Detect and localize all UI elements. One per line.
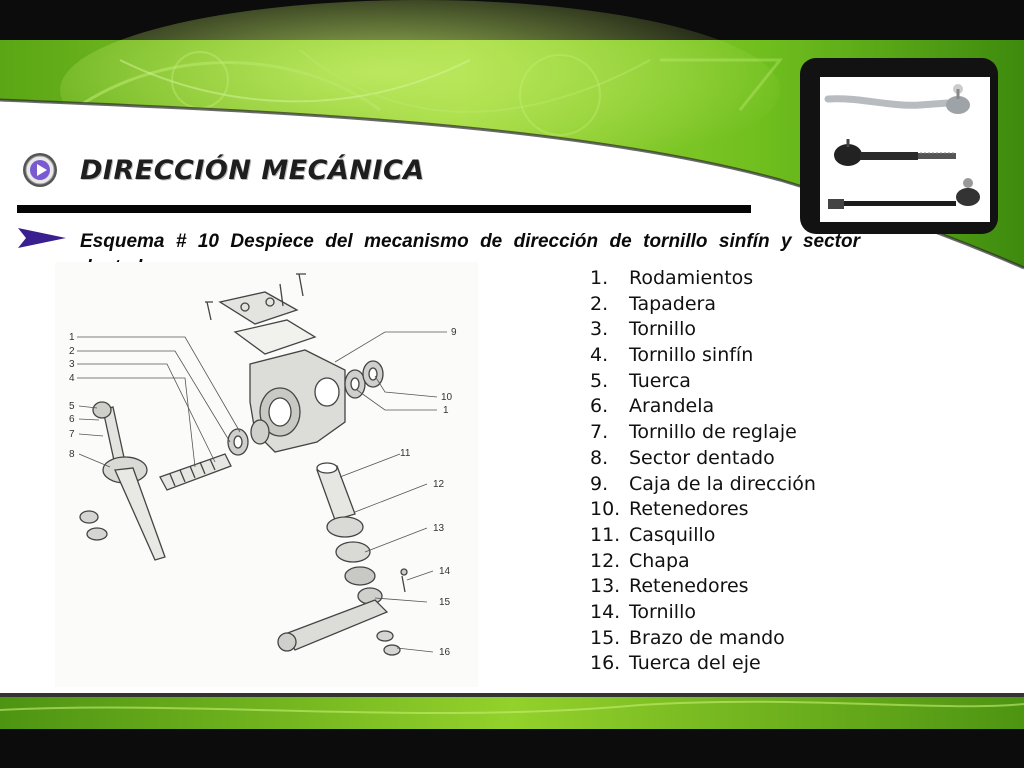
title-row: [22, 150, 425, 190]
list-item-label: Retenedores: [629, 575, 749, 598]
list-item-number: 11.: [590, 523, 621, 546]
list-item: [590, 343, 816, 369]
callout-label: 15: [439, 597, 451, 608]
parts-list: [590, 266, 816, 677]
tie-rod-photo: [820, 77, 990, 222]
list-item-label: Tapadera: [629, 292, 717, 315]
diagram-caption: Esquema # 10 Despiece del mecanismo de dirección de tornillo sinfín y sector: [80, 231, 860, 252]
list-item: [590, 600, 816, 626]
list-item: [590, 549, 816, 575]
list-item-label: Tornillo de reglaje: [629, 421, 797, 444]
title-underline: [17, 205, 751, 213]
list-item: [590, 472, 816, 498]
list-item: [590, 497, 816, 523]
list-item-number: 10.: [590, 498, 621, 521]
list-item: [590, 317, 816, 343]
list-item-label: Tornillo: [629, 600, 696, 623]
list-item: [590, 420, 816, 446]
list-item-number: 1.: [590, 267, 609, 289]
list-item: [590, 266, 816, 292]
list-item: [590, 523, 816, 549]
list-item-label: Tuerca: [629, 369, 691, 392]
list-item-number: 8.: [590, 446, 609, 469]
list-item: [590, 394, 816, 420]
list-item-label: Tornillo sinfín: [629, 344, 754, 367]
callout-label: 1: [69, 332, 75, 343]
callout-label: 6: [69, 414, 75, 425]
callout-label: 1: [443, 405, 449, 416]
arrow-bullet-icon: [18, 228, 66, 248]
list-item: [590, 446, 816, 472]
list-item-number: 2.: [590, 292, 609, 315]
list-item-label: Sector dentado: [629, 446, 775, 469]
play-circle-icon: [22, 152, 58, 188]
list-item: [590, 369, 816, 395]
callout-label: 14: [439, 566, 451, 577]
list-item-label: Caja de la dirección: [629, 472, 816, 495]
list-item-number: 12.: [590, 549, 621, 572]
list-item: [590, 574, 816, 600]
callout-label: 16: [439, 647, 451, 658]
callout-label: 10: [441, 392, 453, 403]
list-item-number: 13.: [590, 575, 621, 598]
list-item-number: 16.: [590, 652, 621, 675]
list-item-label: Rodamientos: [629, 267, 754, 289]
list-item-label: Brazo de mando: [629, 626, 785, 649]
list-item-label: Chapa: [629, 549, 690, 572]
list-item-number: 7.: [590, 421, 609, 444]
callout-label: 2: [69, 346, 75, 357]
list-item: [590, 651, 816, 677]
list-item: [590, 292, 816, 318]
list-item-number: 15.: [590, 626, 621, 649]
list-item-number: 6.: [590, 395, 609, 418]
exploded-diagram: [55, 262, 478, 687]
callout-label: 7: [69, 429, 75, 440]
list-item-label: Arandela: [629, 395, 715, 418]
slide-title: DIRECCIÓN MECÁNICA: [80, 154, 425, 186]
callout-label: 9: [451, 327, 457, 338]
callout-label: 8: [69, 449, 75, 460]
list-item-label: Retenedores: [629, 498, 749, 521]
list-item-label: Casquillo: [629, 523, 716, 546]
callout-label: 3: [69, 359, 75, 370]
callout-label: 11: [400, 448, 411, 459]
list-item-number: 14.: [590, 600, 621, 623]
callout-label: 13: [433, 523, 445, 534]
callout-label: 12: [433, 479, 445, 490]
list-item-number: 3.: [590, 318, 609, 341]
callout-label: 4: [69, 373, 75, 384]
list-item-number: 5.: [590, 369, 609, 392]
list-item-number: 9.: [590, 472, 609, 495]
list-item-label: Tornillo: [629, 318, 696, 341]
list-item-label: Tuerca del eje: [629, 652, 761, 675]
list-item-number: 4.: [590, 344, 609, 367]
callout-label: 5: [69, 401, 75, 412]
list-item: [590, 626, 816, 652]
